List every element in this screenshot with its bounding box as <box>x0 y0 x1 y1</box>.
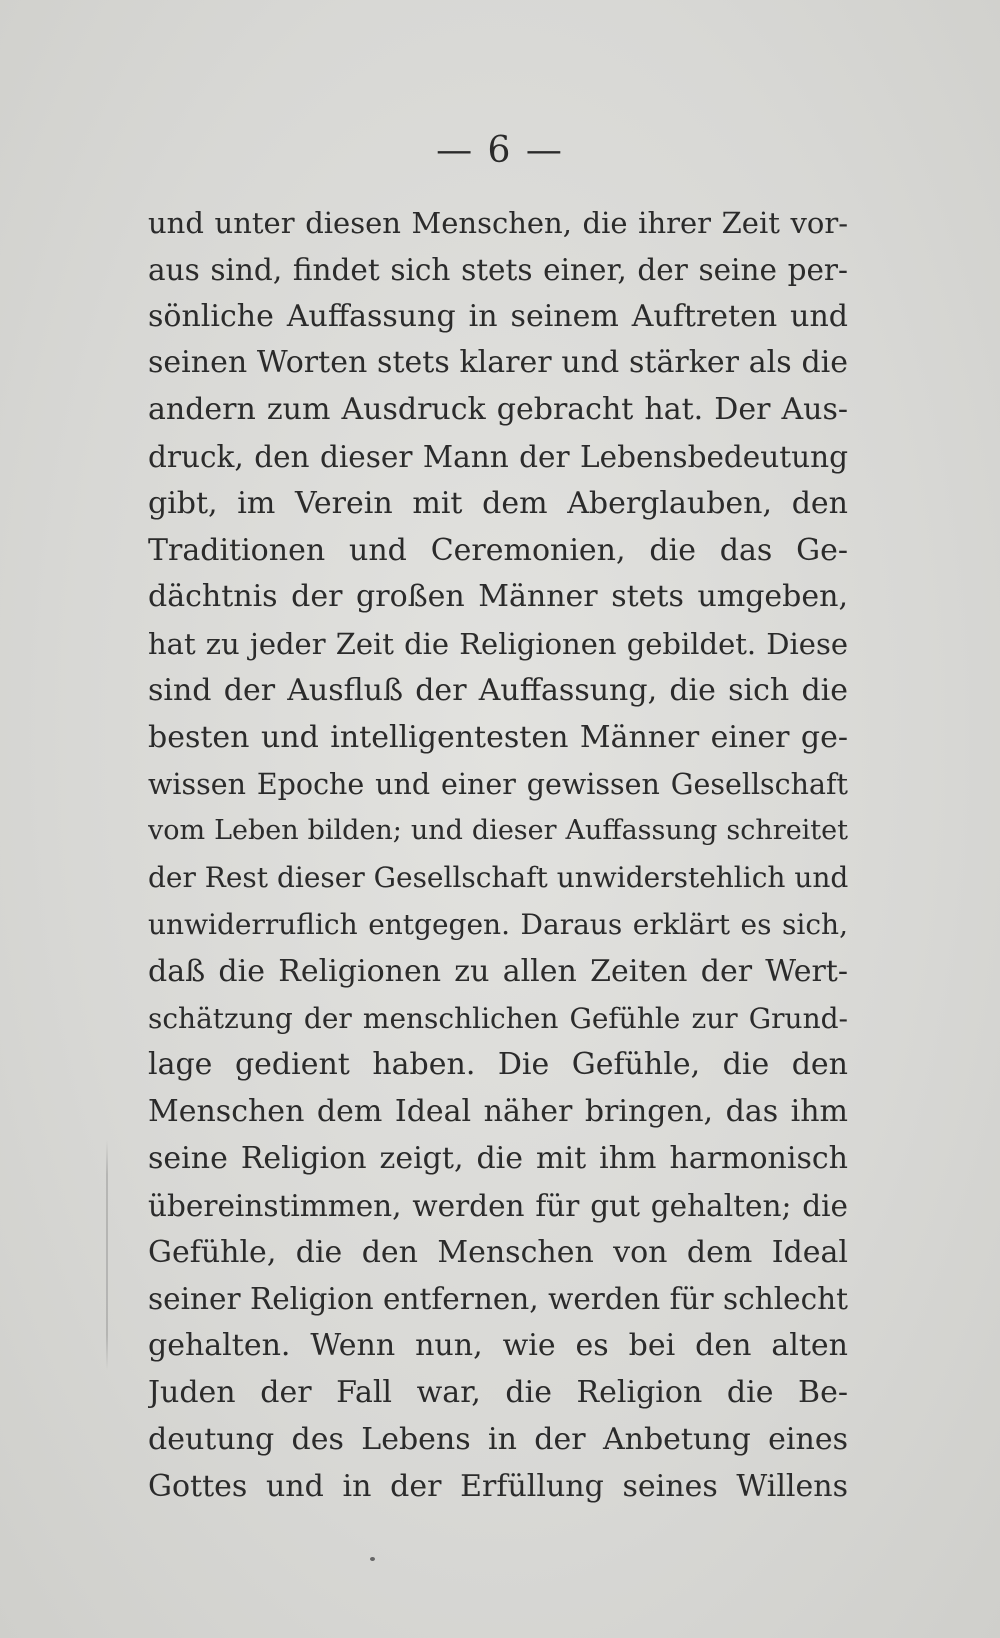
text-line: druck, den dieser Mann der Lebensbedeutung <box>148 439 848 474</box>
page-number: — 6 — <box>436 130 564 171</box>
text-line: seinen Worten stets klarer und stärker als die <box>148 345 848 381</box>
text-line: daß die Religionen zu allen Zeiten der Wert- <box>148 953 848 989</box>
text-line: dächtnis der großen Männer stets umgeben, <box>148 579 848 615</box>
text-line: besten und intelligentesten Männer einer ge- <box>148 719 848 755</box>
text-line: schätzung der menschlichen Gefühle zur Grund- <box>148 1001 848 1035</box>
text-line: übereinstimmen, werden für gut gehalten; die <box>148 1188 848 1223</box>
text-line: aus sind, findet sich stets einer, der seine per- <box>148 252 848 287</box>
text-line: und unter diesen Menschen, die ihrer Zeit vor- <box>148 206 848 240</box>
text-line: seine Religion zeigt, die mit ihm harmonisch <box>148 1140 848 1176</box>
body-text <box>148 200 848 1510</box>
text-line: der Rest dieser Gesellschaft unwiderstehlich und <box>148 861 848 895</box>
text-line: sind der Ausfluß der Auffassung, die sich die <box>148 672 848 708</box>
text-line: Juden der Fall war, die Religion die Be- <box>148 1374 848 1410</box>
text-line: gehalten. Wenn nun, wie es bei den alten <box>148 1328 848 1364</box>
text-line: Gottes und in der Erfüllung seines Willens <box>148 1468 848 1504</box>
text-line: unwiderruflich entgegen. Daraus erklärt es sich, <box>148 907 848 941</box>
text-line: wissen Epoche und einer gewissen Gesellschaft <box>148 767 848 801</box>
text-line: deutung des Lebens in der Anbetung eines <box>148 1421 848 1457</box>
text-line: Traditionen und Ceremonien, die das Ge- <box>148 532 848 568</box>
pencil-margin-mark <box>106 1140 108 1370</box>
text-line: seiner Religion entfernen, werden für schlecht <box>148 1282 848 1317</box>
paper-speck <box>370 1557 375 1561</box>
text-line: lage gedient haben. Die Gefühle, die den <box>148 1047 848 1083</box>
text-line: sönliche Auffassung in seinem Auftreten und <box>148 298 848 334</box>
text-line: hat zu jeder Zeit die Religionen gebildet. Diese <box>148 627 848 662</box>
text-line: Menschen dem Ideal näher bringen, das ihm <box>148 1094 848 1130</box>
text-line: Gefühle, die den Menschen von dem Ideal <box>148 1234 848 1270</box>
text-line: gibt, im Verein mit dem Aberglauben, den <box>148 485 848 521</box>
text-line: andern zum Ausdruck gebracht hat. Der Aus- <box>148 392 848 428</box>
text-line: vom Leben bilden; und dieser Auffassung schreitet <box>148 815 848 847</box>
